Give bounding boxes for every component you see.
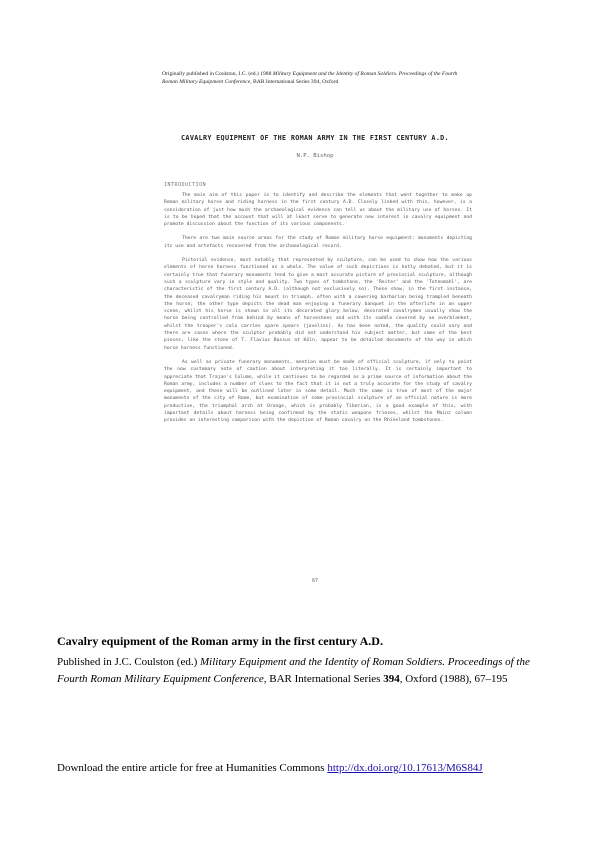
body-paragraph: The main aim of this paper is to identify and describe the elements that went together to make up Roman military horse and riding harness in the first century A.D. Closely linked with this, however, is a consideration of just how much the archaeological evidence can tell us about the military use of horses. It is to be hoped that the account that will at least serve to generate new interest in cavalry equipment and promote discussion about the function of its various components.: [164, 193, 472, 228]
article-body: [164, 192, 472, 432]
original-publication-note: Originally published in Coulston, J.C. (ed.) 1988 Military Equipment and the Identity of Roman Soldiers. Proceedings of the Fourth Roman Military Equipment Conference, BAR International Series 394, Oxford: [162, 71, 458, 85]
cover-title: Cavalry equipment of the Roman army in the first century A.D.: [57, 634, 383, 648]
article-title: CAVALRY EQUIPMENT OF THE ROMAN ARMY IN THE FIRST CENTURY A.D.: [181, 134, 449, 142]
body-paragraph: As well as private funerary monuments, mention must be made of official sculpture, if only to point the now customary note of caution about interpreting it too literally. It is certainly important to appreciate that Trajan's Column, while it continues to be regarded as a prime source of information about the Roman army, includes a number of clues to the fact that it is not a truly accurate for the study of cavalry equipment, and these will be outlined later in some detail. Much the same is true of most of the major monuments of the city of Rome, but examination of some provincial sculpture of an official nature is more productive, the triumphal arch at Orange, which is probably Tiberian, is a good example of this, with important details about harness being confirmed by the static weapons friezes, whilst the Mainz column provides an interesting comparison with the depiction of Roman cavalry on the Rhineland tombstones.: [164, 359, 472, 424]
scanned-article-page: [150, 68, 480, 628]
download-line: Download the entire article for free at Humanities Commons http://dx.doi.org/10.17613/M6S84J: [57, 762, 483, 774]
page-number: 67: [312, 578, 319, 584]
body-paragraph: There are two main source areas for the study of Roman military horse equipment: monuments depicting its use and artefacts recovered from the archaeological record.: [164, 236, 472, 249]
body-paragraph: Pictorial evidence, most notably that represented by sculpture, can be used to show how the various elements of horse harness functioned as a whole. The value of such depictions is hotly debated, but it is certainly true that funerary monuments tend to give a most accurate picture of provincial sculpture, although such a sculpture vary in style and quality. Two types of tombstone, the 'Reiter' and the 'Totenmahl', are characteristic of the first century A.D. (although not exclusively so). These show, in the first instance, the deceased cavalryman riding his mount in triumph, often with a cowering barbarian being trampled beneath the horse; the other type depicts the dead man enjoying a funerary banquet in the afterlife in an upper scene, whilst his horse is shown in all its decorated glory below, decorated cavalrymen usually show the horse being controlled from behind by means of horseshoes and with its saddle covered by an overblanket, whilst the trooper's calo carries spare spears (javelins). As has been noted, the quality could vary and there are cases where the sculptor probably did not understand his subject matter, but some of the best pieces, like the stone of T. Flavius Bassus at Köln, appear to be detailed documents of the way in which horse harness functioned.: [164, 258, 472, 351]
publication-info: Published in J.C. Coulston (ed.) Military Equipment and the Identity of Roman Soldiers. Proceedings of the Fourth Roman Military Equipment Conference, BAR International Series 394, Oxford (1988), 67–195: [57, 656, 530, 685]
section-heading: INTRODUCTION: [164, 182, 207, 188]
article-author: N.P. Bishop: [296, 153, 334, 159]
doi-link[interactable]: http://dx.doi.org/10.17613/M6S84J: [327, 762, 483, 774]
